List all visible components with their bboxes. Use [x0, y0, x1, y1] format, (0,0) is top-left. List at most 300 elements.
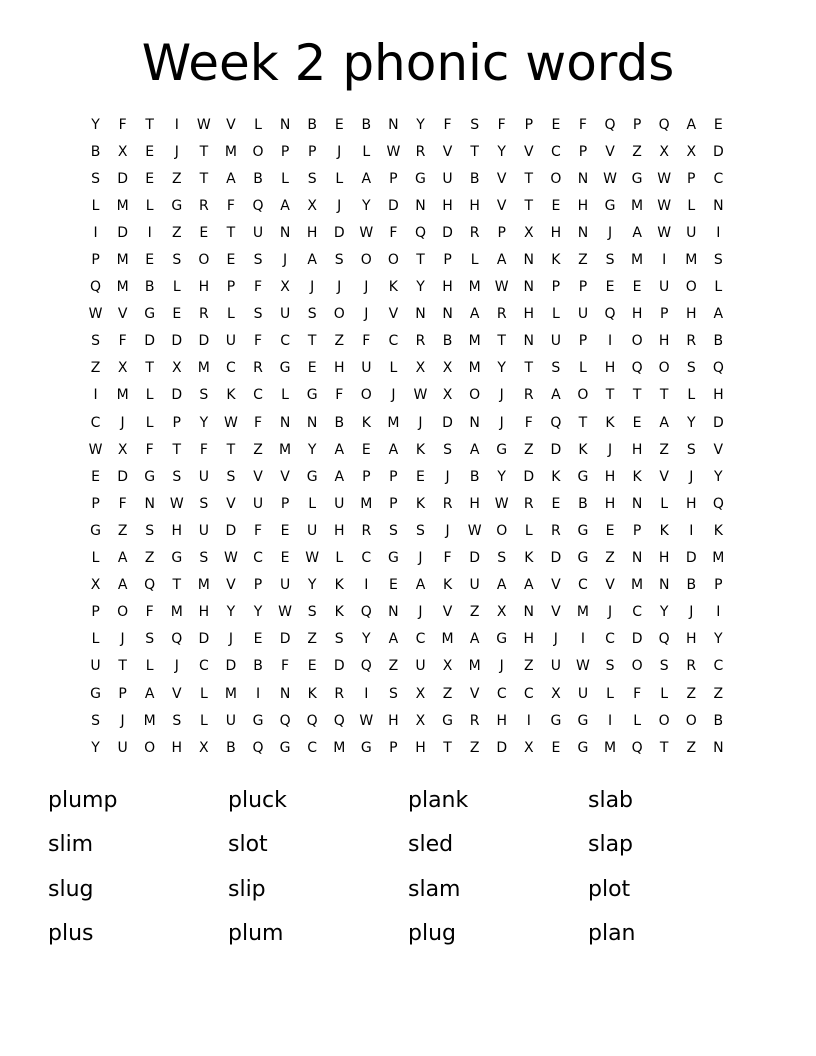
grid-cell[interactable]: T — [172, 577, 182, 594]
grid-cell[interactable]: R — [415, 333, 426, 350]
grid-cell[interactable]: U — [225, 712, 237, 729]
grid-cell[interactable]: A — [144, 685, 155, 702]
grid-cell[interactable]: S — [659, 658, 669, 675]
grid-cell[interactable]: S — [713, 252, 723, 269]
grid-cell[interactable]: W — [467, 522, 482, 539]
grid-cell[interactable]: S — [686, 360, 696, 377]
grid-cell[interactable]: F — [145, 604, 154, 621]
grid-cell[interactable]: A — [415, 577, 426, 594]
grid-cell[interactable]: J — [228, 631, 233, 648]
grid-cell[interactable]: P — [443, 252, 452, 269]
grid-cell[interactable]: K — [226, 387, 236, 404]
grid-cell[interactable]: R — [253, 360, 263, 377]
grid-cell[interactable]: P — [632, 522, 642, 539]
grid-cell[interactable]: V — [551, 604, 561, 621]
grid-cell[interactable]: L — [145, 658, 154, 675]
grid-cell[interactable]: W — [413, 387, 428, 404]
grid-cell[interactable]: C — [632, 604, 642, 621]
grid-cell[interactable]: G — [496, 631, 508, 648]
grid-cell[interactable]: L — [281, 387, 289, 404]
grid-cell[interactable]: W — [224, 550, 238, 567]
grid-cell[interactable]: S — [226, 468, 236, 485]
grid-cell[interactable]: N — [523, 604, 535, 621]
grid-cell[interactable]: H — [306, 224, 318, 241]
grid-cell[interactable]: G — [604, 197, 616, 214]
grid-cell[interactable]: B — [253, 170, 263, 187]
grid-cell[interactable]: W — [224, 414, 238, 431]
grid-cell[interactable]: E — [145, 143, 155, 160]
grid-cell[interactable]: W — [305, 550, 320, 567]
grid-cell[interactable]: Y — [659, 604, 669, 621]
grid-cell[interactable]: J — [364, 279, 369, 296]
grid-cell[interactable]: V — [659, 468, 669, 485]
grid-cell[interactable]: B — [361, 116, 372, 133]
grid-cell[interactable]: Y — [497, 468, 506, 485]
grid-cell[interactable]: J — [310, 279, 315, 296]
grid-cell[interactable]: L — [524, 522, 533, 539]
grid-cell[interactable]: M — [712, 550, 725, 567]
grid-cell[interactable]: S — [172, 468, 182, 485]
grid-cell[interactable]: H — [333, 522, 345, 539]
grid-cell[interactable]: I — [716, 604, 721, 621]
grid-cell[interactable]: E — [632, 279, 642, 296]
grid-cell[interactable]: P — [389, 739, 398, 756]
grid-cell[interactable]: F — [578, 116, 587, 133]
grid-cell[interactable]: V — [524, 143, 534, 160]
grid-cell[interactable]: E — [551, 116, 561, 133]
grid-cell[interactable]: L — [335, 170, 344, 187]
grid-cell[interactable]: B — [713, 712, 724, 729]
grid-cell[interactable]: B — [469, 468, 480, 485]
grid-cell[interactable]: D — [198, 631, 210, 648]
grid-cell[interactable]: Q — [144, 577, 156, 594]
grid-cell[interactable]: U — [442, 170, 453, 187]
grid-cell[interactable]: I — [364, 577, 369, 594]
grid-cell[interactable]: L — [199, 685, 208, 702]
grid-cell[interactable]: B — [713, 333, 724, 350]
grid-cell[interactable]: W — [88, 306, 103, 323]
grid-cell[interactable]: H — [388, 712, 399, 729]
grid-cell[interactable]: P — [632, 116, 642, 133]
grid-cell[interactable]: V — [226, 116, 236, 133]
grid-cell[interactable]: K — [307, 685, 317, 702]
grid-cell[interactable]: S — [199, 495, 209, 512]
grid-cell[interactable]: L — [362, 143, 371, 160]
grid-cell[interactable]: S — [307, 604, 317, 621]
grid-cell[interactable]: W — [169, 495, 184, 512]
grid-cell[interactable]: T — [524, 360, 534, 377]
grid-cell[interactable]: N — [144, 495, 155, 512]
grid-cell[interactable]: H — [685, 631, 697, 648]
grid-cell[interactable]: H — [631, 306, 643, 323]
grid-cell[interactable]: B — [469, 170, 480, 187]
grid-cell[interactable]: U — [252, 224, 264, 241]
grid-cell[interactable]: A — [524, 577, 534, 594]
grid-cell[interactable]: Q — [279, 712, 291, 729]
grid-cell[interactable]: Y — [91, 739, 100, 756]
grid-cell[interactable]: C — [226, 360, 236, 377]
grid-cell[interactable]: S — [605, 658, 615, 675]
grid-cell[interactable]: Q — [360, 658, 372, 675]
grid-cell[interactable]: D — [712, 414, 724, 431]
grid-cell[interactable]: H — [631, 441, 643, 458]
grid-cell[interactable]: Z — [686, 739, 697, 756]
grid-cell[interactable]: P — [91, 604, 100, 621]
grid-cell[interactable]: W — [494, 495, 509, 512]
grid-cell[interactable]: T — [443, 739, 452, 756]
grid-cell[interactable]: O — [658, 360, 670, 377]
grid-cell[interactable]: U — [90, 658, 101, 675]
grid-cell[interactable]: U — [415, 658, 426, 675]
grid-cell[interactable]: F — [118, 495, 127, 512]
grid-cell[interactable]: M — [468, 333, 481, 350]
grid-cell[interactable]: I — [580, 631, 586, 648]
grid-cell[interactable]: Y — [714, 631, 723, 648]
grid-cell[interactable]: E — [551, 739, 561, 756]
grid-cell[interactable]: O — [387, 252, 399, 269]
grid-cell[interactable]: V — [496, 197, 507, 214]
grid-cell[interactable]: L — [633, 712, 641, 729]
grid-cell[interactable]: L — [227, 306, 235, 323]
grid-cell[interactable]: X — [415, 360, 426, 377]
grid-cell[interactable]: R — [551, 522, 561, 539]
grid-cell[interactable]: A — [334, 468, 345, 485]
grid-cell[interactable]: L — [308, 495, 317, 512]
grid-cell[interactable]: O — [252, 143, 264, 160]
grid-cell[interactable]: H — [198, 604, 210, 621]
grid-cell[interactable]: Q — [631, 360, 643, 377]
grid-cell[interactable]: D — [117, 170, 128, 187]
grid-cell[interactable]: G — [306, 387, 318, 404]
grid-cell[interactable]: J — [174, 658, 179, 675]
grid-cell[interactable]: S — [551, 360, 561, 377]
grid-cell[interactable]: Z — [605, 550, 615, 567]
grid-cell[interactable]: Y — [362, 631, 371, 648]
grid-cell[interactable]: I — [174, 116, 179, 133]
grid-cell[interactable]: W — [386, 143, 401, 160]
grid-cell[interactable]: G — [90, 522, 101, 539]
grid-cell[interactable]: Q — [252, 739, 264, 756]
grid-cell[interactable]: D — [685, 550, 697, 567]
grid-cell[interactable]: O — [360, 387, 372, 404]
grid-cell[interactable]: U — [469, 577, 480, 594]
grid-cell[interactable]: C — [307, 739, 318, 756]
grid-cell[interactable]: N — [279, 116, 291, 133]
grid-cell[interactable]: V — [713, 441, 724, 458]
grid-cell[interactable]: O — [685, 712, 697, 729]
grid-cell[interactable]: Q — [604, 116, 616, 133]
grid-cell[interactable]: Y — [307, 441, 317, 458]
grid-cell[interactable]: S — [334, 631, 344, 648]
grid-cell[interactable]: J — [337, 143, 342, 160]
grid-cell[interactable]: S — [91, 333, 100, 350]
grid-cell[interactable]: D — [171, 387, 183, 404]
grid-cell[interactable]: L — [199, 712, 208, 729]
grid-cell[interactable]: G — [496, 441, 508, 458]
grid-cell[interactable]: D — [550, 441, 562, 458]
grid-cell[interactable]: Z — [90, 360, 101, 377]
grid-cell[interactable]: O — [577, 387, 589, 404]
grid-cell[interactable]: R — [198, 306, 209, 323]
grid-cell[interactable]: Z — [307, 631, 317, 648]
grid-cell[interactable]: H — [415, 739, 426, 756]
grid-cell[interactable]: D — [171, 333, 183, 350]
grid-cell[interactable]: H — [171, 522, 183, 539]
grid-cell[interactable]: S — [253, 252, 263, 269]
grid-cell[interactable]: C — [578, 577, 588, 594]
grid-cell[interactable]: L — [687, 387, 696, 404]
grid-cell[interactable]: N — [523, 252, 535, 269]
grid-cell[interactable]: M — [116, 279, 129, 296]
grid-cell[interactable]: X — [199, 739, 209, 756]
grid-cell[interactable]: J — [418, 550, 423, 567]
grid-cell[interactable]: L — [254, 116, 262, 133]
grid-cell[interactable]: E — [226, 252, 236, 269]
grid-cell[interactable]: O — [144, 739, 156, 756]
grid-cell[interactable]: V — [442, 143, 453, 160]
grid-cell[interactable]: S — [470, 116, 480, 133]
grid-cell[interactable]: D — [442, 414, 453, 431]
grid-cell[interactable]: H — [171, 739, 183, 756]
grid-cell[interactable]: H — [577, 197, 589, 214]
grid-cell[interactable]: F — [633, 685, 642, 702]
grid-cell[interactable]: M — [197, 577, 210, 594]
grid-cell[interactable]: Q — [550, 414, 562, 431]
grid-cell[interactable]: Y — [416, 116, 425, 133]
grid-cell[interactable]: U — [117, 739, 128, 756]
grid-cell[interactable]: D — [550, 550, 562, 567]
grid-cell[interactable]: X — [442, 387, 453, 404]
grid-cell[interactable]: T — [118, 658, 127, 675]
grid-cell[interactable]: I — [93, 224, 98, 241]
grid-cell[interactable]: U — [307, 522, 318, 539]
grid-cell[interactable]: I — [716, 224, 721, 241]
grid-cell[interactable]: E — [388, 577, 398, 594]
grid-cell[interactable]: W — [359, 712, 374, 729]
grid-cell[interactable]: B — [226, 739, 236, 756]
grid-cell[interactable]: T — [605, 387, 615, 404]
grid-cell[interactable]: X — [659, 143, 669, 160]
grid-cell[interactable]: H — [469, 495, 480, 512]
grid-cell[interactable]: Q — [712, 495, 724, 512]
grid-cell[interactable]: H — [604, 360, 616, 377]
grid-cell[interactable]: X — [415, 712, 426, 729]
grid-cell[interactable]: L — [172, 279, 181, 296]
grid-cell[interactable]: N — [577, 170, 589, 187]
grid-cell[interactable]: R — [334, 685, 345, 702]
grid-cell[interactable]: J — [337, 279, 342, 296]
grid-cell[interactable]: F — [335, 387, 344, 404]
grid-cell[interactable]: D — [631, 631, 643, 648]
grid-cell[interactable]: U — [550, 333, 561, 350]
grid-cell[interactable]: X — [496, 604, 507, 621]
grid-cell[interactable]: Y — [226, 604, 236, 621]
grid-cell[interactable]: U — [225, 333, 237, 350]
grid-cell[interactable]: Q — [333, 712, 345, 729]
grid-cell[interactable]: Y — [416, 279, 425, 296]
grid-cell[interactable]: M — [116, 252, 129, 269]
grid-cell[interactable]: P — [524, 116, 534, 133]
grid-cell[interactable]: G — [631, 170, 643, 187]
grid-cell[interactable]: E — [145, 170, 155, 187]
grid-cell[interactable]: K — [361, 414, 371, 431]
grid-cell[interactable]: P — [253, 577, 263, 594]
grid-cell[interactable]: V — [605, 577, 615, 594]
grid-cell[interactable]: E — [361, 441, 371, 458]
grid-cell[interactable]: O — [658, 712, 670, 729]
grid-cell[interactable]: M — [387, 414, 400, 431]
grid-cell[interactable]: I — [93, 387, 98, 404]
grid-cell[interactable]: J — [607, 224, 613, 241]
grid-cell[interactable]: Z — [117, 522, 128, 539]
grid-cell[interactable]: J — [689, 604, 694, 621]
grid-cell[interactable]: X — [415, 685, 426, 702]
grid-cell[interactable]: V — [226, 495, 236, 512]
grid-cell[interactable]: X — [686, 143, 697, 160]
grid-cell[interactable]: Z — [469, 604, 480, 621]
grid-cell[interactable]: S — [199, 550, 209, 567]
grid-cell[interactable]: P — [497, 224, 506, 241]
grid-cell[interactable]: J — [418, 604, 423, 621]
grid-cell[interactable]: C — [198, 658, 209, 675]
grid-cell[interactable]: P — [389, 468, 398, 485]
grid-cell[interactable]: D — [117, 468, 128, 485]
grid-cell[interactable]: K — [442, 577, 453, 594]
grid-cell[interactable]: J — [553, 631, 558, 648]
grid-cell[interactable]: I — [364, 685, 369, 702]
grid-cell[interactable]: P — [226, 279, 236, 296]
grid-cell[interactable]: D — [388, 197, 399, 214]
grid-cell[interactable]: U — [577, 685, 589, 702]
grid-cell[interactable]: L — [660, 495, 669, 512]
grid-cell[interactable]: N — [415, 306, 426, 323]
grid-cell[interactable]: Z — [144, 550, 155, 567]
grid-cell[interactable]: A — [388, 631, 399, 648]
grid-cell[interactable]: G — [577, 522, 589, 539]
grid-cell[interactable]: Z — [253, 441, 263, 458]
grid-cell[interactable]: O — [360, 252, 372, 269]
grid-cell[interactable]: J — [445, 522, 450, 539]
grid-cell[interactable]: H — [604, 468, 616, 485]
grid-cell[interactable]: Q — [631, 739, 643, 756]
grid-cell[interactable]: D — [333, 658, 345, 675]
grid-cell[interactable]: R — [686, 658, 697, 675]
grid-cell[interactable]: D — [279, 631, 291, 648]
grid-cell[interactable]: F — [443, 116, 452, 133]
grid-cell[interactable]: K — [415, 441, 426, 458]
grid-cell[interactable]: R — [198, 197, 209, 214]
grid-cell[interactable]: H — [685, 306, 697, 323]
grid-cell[interactable]: Q — [171, 631, 183, 648]
grid-cell[interactable]: B — [334, 414, 345, 431]
grid-cell[interactable]: S — [172, 712, 182, 729]
grid-cell[interactable]: Y — [497, 360, 506, 377]
grid-cell[interactable]: J — [689, 468, 694, 485]
grid-cell[interactable]: A — [551, 387, 561, 404]
grid-cell[interactable]: C — [713, 658, 724, 675]
grid-cell[interactable]: A — [361, 170, 372, 187]
grid-cell[interactable]: U — [252, 495, 264, 512]
grid-cell[interactable]: G — [171, 550, 183, 567]
grid-cell[interactable]: Y — [91, 116, 100, 133]
grid-cell[interactable]: L — [91, 197, 100, 214]
grid-cell[interactable]: P — [280, 143, 290, 160]
grid-cell[interactable]: O — [550, 170, 562, 187]
grid-cell[interactable]: H — [685, 495, 697, 512]
grid-cell[interactable]: F — [281, 658, 290, 675]
grid-cell[interactable]: N — [415, 197, 426, 214]
grid-cell[interactable]: L — [579, 360, 587, 377]
grid-cell[interactable]: V — [388, 306, 399, 323]
grid-cell[interactable]: N — [523, 333, 535, 350]
grid-cell[interactable]: R — [442, 495, 453, 512]
grid-cell[interactable]: M — [333, 739, 346, 756]
grid-cell[interactable]: L — [145, 414, 154, 431]
grid-cell[interactable]: Y — [714, 468, 723, 485]
grid-cell[interactable]: V — [442, 604, 453, 621]
grid-cell[interactable]: R — [469, 224, 480, 241]
grid-cell[interactable]: S — [307, 306, 317, 323]
grid-cell[interactable]: X — [90, 577, 101, 594]
grid-cell[interactable]: D — [333, 224, 345, 241]
grid-cell[interactable]: W — [359, 224, 374, 241]
grid-cell[interactable]: V — [117, 306, 128, 323]
grid-cell[interactable]: S — [497, 550, 507, 567]
grid-cell[interactable]: A — [388, 441, 399, 458]
grid-cell[interactable]: E — [307, 658, 317, 675]
grid-cell[interactable]: T — [199, 143, 209, 160]
grid-cell[interactable]: T — [659, 739, 669, 756]
grid-cell[interactable]: C — [415, 631, 426, 648]
grid-cell[interactable]: Z — [171, 170, 182, 187]
grid-cell[interactable]: P — [307, 143, 317, 160]
grid-cell[interactable]: L — [91, 550, 100, 567]
grid-cell[interactable]: S — [416, 522, 425, 539]
grid-cell[interactable]: F — [524, 414, 533, 431]
grid-cell[interactable]: Y — [362, 197, 371, 214]
grid-cell[interactable]: B — [442, 333, 453, 350]
grid-cell[interactable]: F — [199, 441, 208, 458]
grid-cell[interactable]: N — [577, 224, 589, 241]
grid-cell[interactable]: T — [226, 224, 236, 241]
grid-cell[interactable]: E — [605, 522, 615, 539]
grid-cell[interactable]: G — [387, 550, 399, 567]
grid-cell[interactable]: V — [551, 577, 561, 594]
grid-cell[interactable]: N — [279, 685, 291, 702]
grid-cell[interactable]: Q — [604, 306, 616, 323]
grid-cell[interactable]: M — [468, 658, 481, 675]
grid-cell[interactable]: O — [117, 604, 129, 621]
grid-cell[interactable]: J — [174, 143, 179, 160]
grid-cell[interactable]: T — [416, 252, 425, 269]
grid-cell[interactable]: C — [388, 333, 399, 350]
grid-cell[interactable]: X — [523, 739, 534, 756]
grid-cell[interactable]: H — [198, 279, 210, 296]
grid-cell[interactable]: N — [279, 414, 291, 431]
grid-cell[interactable]: J — [499, 414, 504, 431]
grid-cell[interactable]: R — [415, 143, 426, 160]
grid-cell[interactable]: Y — [307, 577, 317, 594]
grid-cell[interactable]: J — [445, 468, 450, 485]
grid-cell[interactable]: Z — [523, 441, 534, 458]
grid-cell[interactable]: N — [388, 116, 399, 133]
grid-cell[interactable]: G — [577, 712, 589, 729]
grid-cell[interactable]: Z — [713, 685, 724, 702]
grid-cell[interactable]: A — [632, 224, 642, 241]
grid-cell[interactable]: K — [334, 577, 344, 594]
grid-cell[interactable]: D — [225, 522, 237, 539]
grid-cell[interactable]: F — [118, 116, 127, 133]
